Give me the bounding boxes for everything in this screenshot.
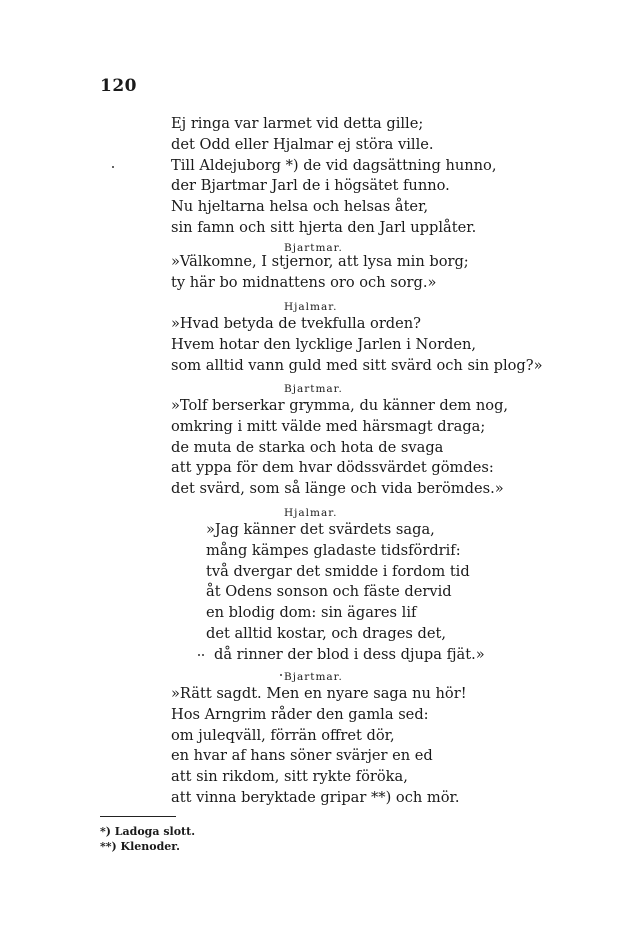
stanza-3 (171, 314, 571, 376)
verse-line: åt Odens sonson och fäste dervid (206, 583, 452, 601)
verse-line: om juleqväll, förrän offret dör, (171, 726, 395, 744)
verse-line: att yppa för dem hvar dödssvärdet gömdes: (171, 459, 494, 477)
verse-line: »Tolf berserkar grymma, du känner dem nog, (171, 397, 509, 414)
footnote: **) Klenoder. (100, 840, 180, 853)
print-speck (202, 654, 204, 656)
verse-line: »Jag känner det svärdets saga, (206, 521, 435, 538)
speaker-label: Hjalmar. (284, 301, 338, 313)
verse-line: Till Aldejuborg *) de vid dagsättning hunno, (171, 156, 497, 174)
verse-line: två dvergar det smidde i fordom tid (206, 562, 470, 580)
verse-line: Hvem hotar den lycklige Jarlen i Norden, (171, 335, 477, 353)
stanza-5 (206, 520, 606, 666)
stanza-4 (171, 396, 571, 500)
print-speck (112, 166, 114, 168)
stanza-6 (171, 684, 571, 809)
verse-line: det svärd, som så länge och vida berömdes.» (171, 480, 504, 498)
footnotes (100, 824, 195, 854)
verse-line: som alltid vann guld med sitt svärd och sin plog?» (171, 356, 543, 374)
speaker-label: Bjartmar. (284, 242, 343, 254)
stanza-1 (171, 114, 571, 239)
print-speck (198, 654, 200, 656)
verse-line: »Rätt sagdt. Men en nyare saga nu hör! (171, 685, 467, 702)
verse-line: att sin rikdom, sitt rykte föröka, (171, 768, 408, 786)
verse-line: då rinner der blod i dess djupa fjät.» (214, 645, 485, 663)
verse-line: att vinna beryktade gripar **) och mör. (171, 788, 460, 806)
verse-line: mång kämpes gladaste tidsfördrif: (206, 541, 461, 559)
verse-line: Ej ringa var larmet vid detta gille; (171, 115, 424, 132)
speaker-label: Bjartmar. (284, 383, 343, 395)
verse-line: Nu hjeltarna helsa och helsas åter, (171, 198, 429, 216)
verse-line: en blodig dom: sin ägares lif (206, 604, 417, 622)
print-speck (280, 674, 282, 676)
verse-line: der Bjartmar Jarl de i högsätet funno. (171, 177, 450, 195)
verse-line: ty här bo midnattens oro och sorg.» (171, 273, 437, 291)
speaker-label: Hjalmar. (284, 507, 338, 519)
stanza-2 (171, 252, 571, 294)
verse-line: Hos Arngrim råder den gamla sed: (171, 705, 429, 723)
verse-line: sin famn och sitt hjerta den Jarl upplåter. (171, 218, 477, 236)
speaker-label: Bjartmar. (284, 671, 343, 683)
footnote: *) Ladoga slott. (100, 825, 196, 838)
verse-line: »Välkomne, I stjernor, att lysa min borg; (171, 253, 469, 270)
verse-line: det Odd eller Hjalmar ej störa ville. (171, 135, 434, 153)
footnote-divider (100, 816, 176, 817)
verse-line: en hvar af hans söner svärjer en ed (171, 747, 433, 765)
verse-line: de muta de starka och hota de svaga (171, 438, 444, 456)
page-number: 120 (100, 76, 137, 96)
verse-line: det alltid kostar, och drages det, (206, 624, 446, 642)
verse-line: »Hvad betyda de tvekfulla orden? (171, 315, 421, 332)
verse-line: omkring i mitt välde med härsmagt draga; (171, 417, 486, 435)
